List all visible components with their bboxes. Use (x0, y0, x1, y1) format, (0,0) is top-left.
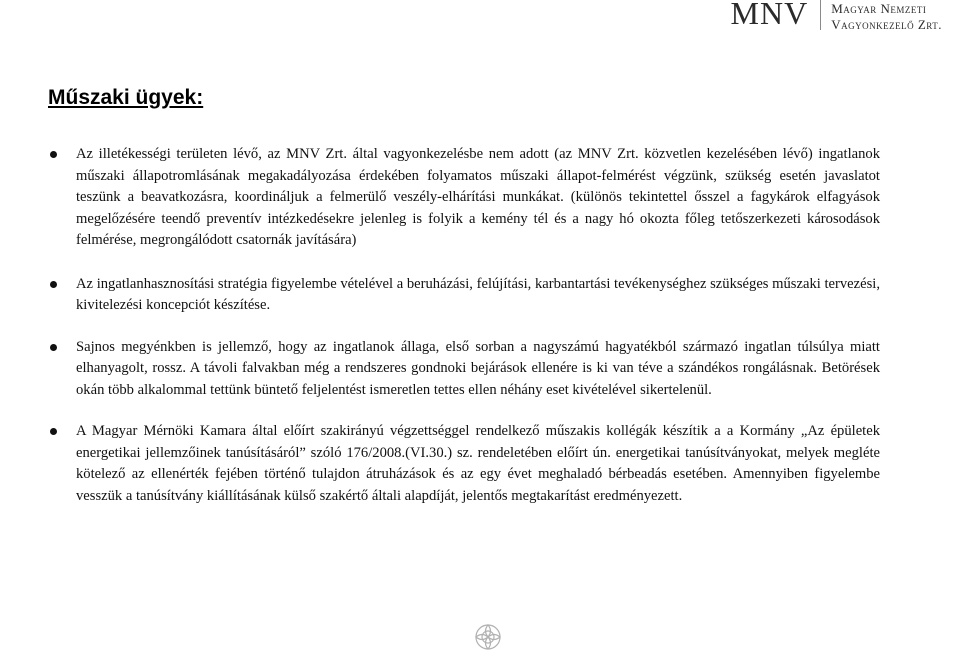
bullet-icon (50, 281, 57, 288)
list-item (50, 144, 880, 252)
bullet-text: Az ingatlanhasznosítási stratégia figyelembe vételével a beruházási, felújítási, karbantartási tevékenységhez szükséges műszaki tervezési, kivitelezési koncepciót készítése. (76, 275, 880, 313)
logo-line-2: Vagyonkezelő Zrt. (831, 17, 942, 32)
logo-line-1: Magyar Nemzeti (831, 1, 927, 16)
mnv-logo (731, 0, 942, 30)
bullet-text: Sajnos megyénkben is jellemző, hogy az ingatlanok állaga, első sorban a nagyszámú hagyatékból származó ingatlan túlsúlya miatt elhanyagolt, rossz. A távoli falvakban még a rendszeres gondnoki bejárások ellenére is ki van téve a szándékos rongálásnak. Betörések okán több alkalommal tettünk büntető feljelentést ismeretlen tettes ellen néhány eset kivételével sikertelenül. (76, 338, 880, 398)
bullet-list (50, 144, 880, 529)
bullet-icon (50, 344, 57, 351)
bullet-text: Az illetékességi területen lévő, az MNV Zrt. által vagyonkezelésbe nem adott (az MNV Zrt. közvetlen kezelésében lévő) ingatlanok műszaki állapotromlásának megakadályozása érdekében folyamatos műszaki állapot-felmérést végzünk, szükség esetén javaslatot teszünk a beavatkozásra, koordináljuk a felmerülő veszély-elhárítási munkákat. (különös tekintettel ősszel a fagykárok elfagyások megelőzésére teendő preventív intézkedésekre jelenleg is folyik a kemény tél és a nagy hó okozta főleg tetőszerkezeti károsodások felmérése, megrongálódott csatornák javítására) (76, 146, 880, 248)
bullet-icon (50, 428, 57, 435)
list-item (50, 337, 880, 402)
bullet-icon (50, 151, 57, 158)
list-item (50, 274, 880, 317)
logo-mark: MNV (730, 0, 809, 31)
list-item (50, 421, 880, 507)
logo-divider (820, 0, 821, 30)
logo-text (831, 0, 942, 32)
ornament-icon (473, 622, 503, 652)
bullet-text: A Magyar Mérnöki Kamara által előírt szakirányú végzettséggel rendelkező műszakis kollégák készítik a a Kormány „Az épületek energetikai jellemzőinek tanúsításáról” szóló 176/2008.(VI.30.) sz. rendeletében előírt ún. energetikai tanúsítványokat, melyek megléte kötelező az ellenérték fejében történő tulajdon átruházások és az egy évet meghaladó bérbeadás esetében. Amennyiben figyelembe vesszük a tanúsítvány kiállításának külső szakértő általi alapdíját, jelentős megtakarítást eredményezett. (76, 423, 880, 504)
page-title: Műszaki ügyek: (48, 86, 204, 109)
